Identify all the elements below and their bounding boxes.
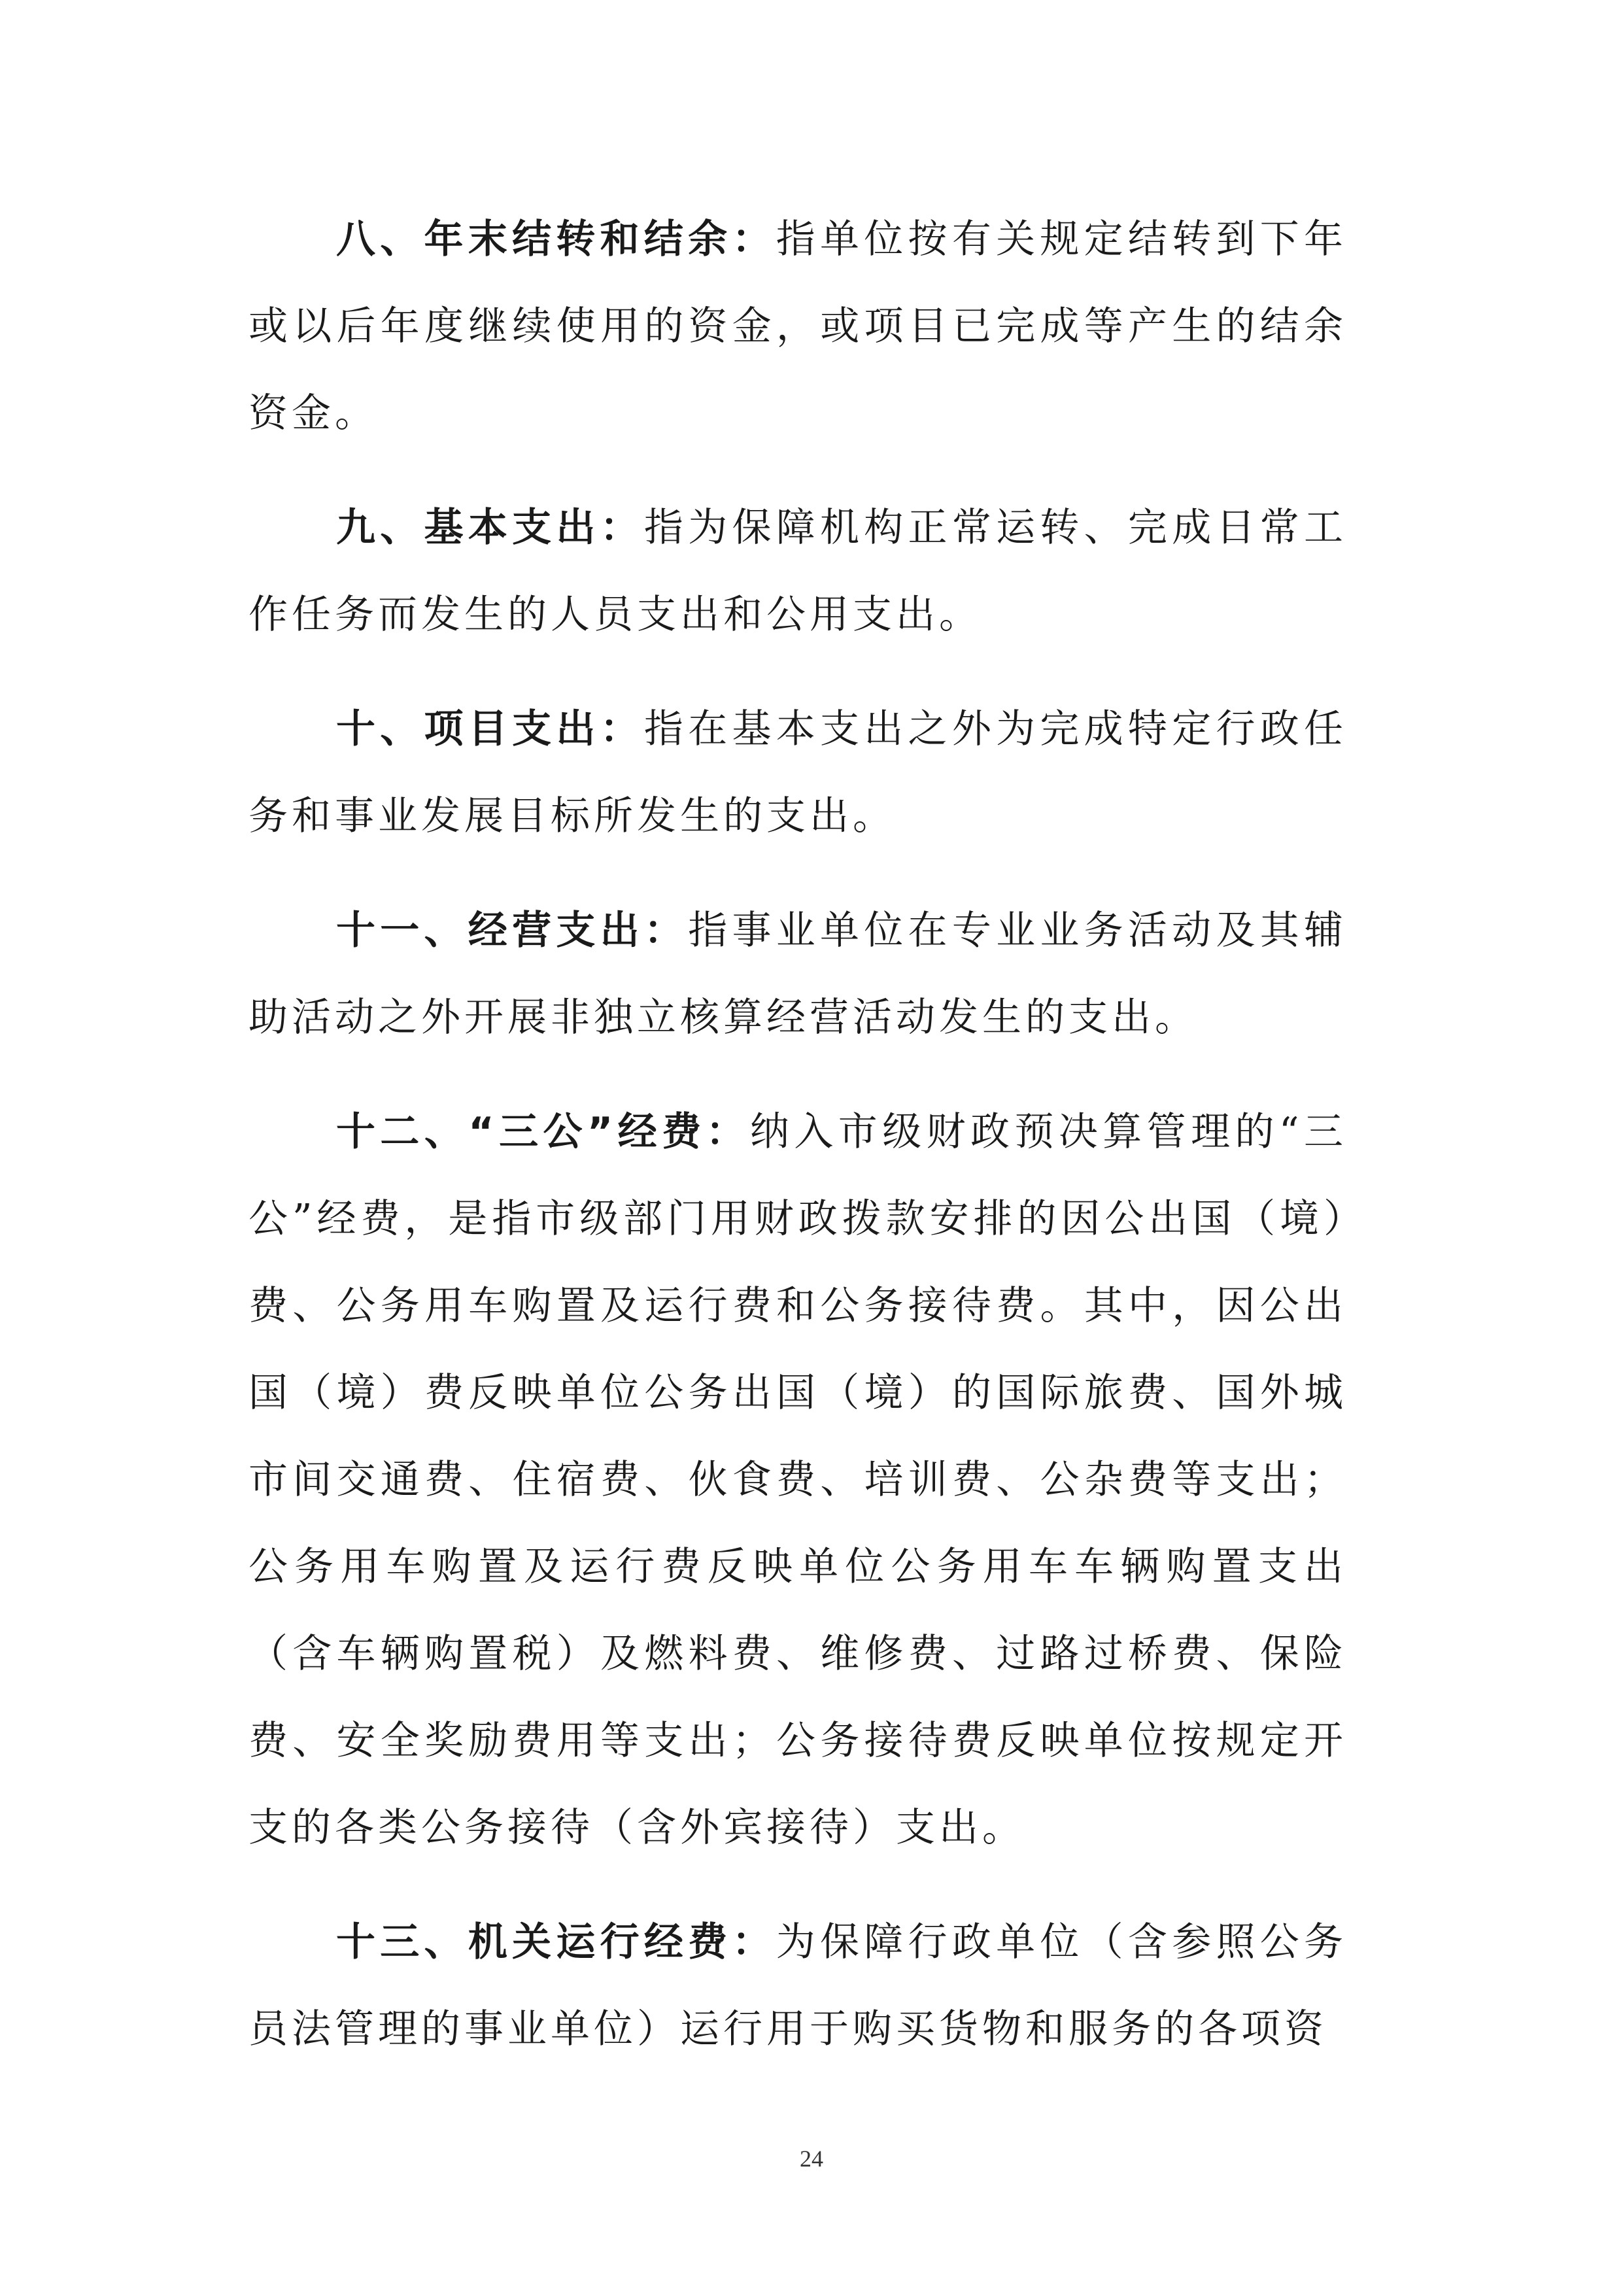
term-definition: 纳入市级财政预决算管理的“三公”经费，是指市级部门用财政拨款安排的因公出国（境）费、公务用车购置及运行费和公务接待费。其中，因公出国（境）费反映单位公务出国（境）的国际旅费、国外城市间交通费、住宿费、伙食费、培训费、公杂费等支出；公务用车购置及运行费反映单位公务用车车辆购置支出（含车辆购置税）及燃料费、维修费、过路过桥费、保险费、安全奖励费用等支出；公务接待费反映单位按规定开支的各类公务接待（含外宾接待）支出。 xyxy=(248,1109,1347,1851)
paragraph-operating-expenditure xyxy=(248,887,1347,1061)
paragraph-year-end-balance xyxy=(248,196,1347,457)
paragraph-project-expenditure xyxy=(248,686,1347,860)
term-heading: 十二、“三公”经费： xyxy=(336,1109,750,1155)
paragraph-agency-operating-funds xyxy=(248,1899,1347,2073)
term-heading: 十三、机关运行经费： xyxy=(336,1919,776,1965)
term-heading: 十一、经营支出： xyxy=(336,908,689,953)
page-number: 24 xyxy=(800,2146,823,2172)
term-heading: 九、基本支出： xyxy=(336,505,644,551)
paragraph-basic-expenditure xyxy=(248,485,1347,659)
paragraph-three-public-expenses xyxy=(248,1089,1347,1872)
term-heading: 十、项目支出： xyxy=(336,706,644,752)
term-definition: 指在基本支出之外为完成特定行政任务和事业发展目标所发生的支出。 xyxy=(248,706,1348,839)
term-definition: 为保障行政单位（含参照公务员法管理的事业单位）运行用于购买货物和服务的各项资 xyxy=(248,1919,1348,2052)
term-definition: 指事业单位在专业业务活动及其辅助活动之外开展非独立核算经营活动发生的支出。 xyxy=(248,908,1348,1040)
document-body xyxy=(248,196,1347,2100)
term-definition: 指单位按有关规定结转到下年或以后年度继续使用的资金，或项目已完成等产生的结余资金。 xyxy=(248,216,1348,436)
term-definition: 指为保障机构正常运转、完成日常工作任务而发生的人员支出和公用支出。 xyxy=(248,505,1348,638)
term-heading: 八、年末结转和结余： xyxy=(336,216,776,262)
